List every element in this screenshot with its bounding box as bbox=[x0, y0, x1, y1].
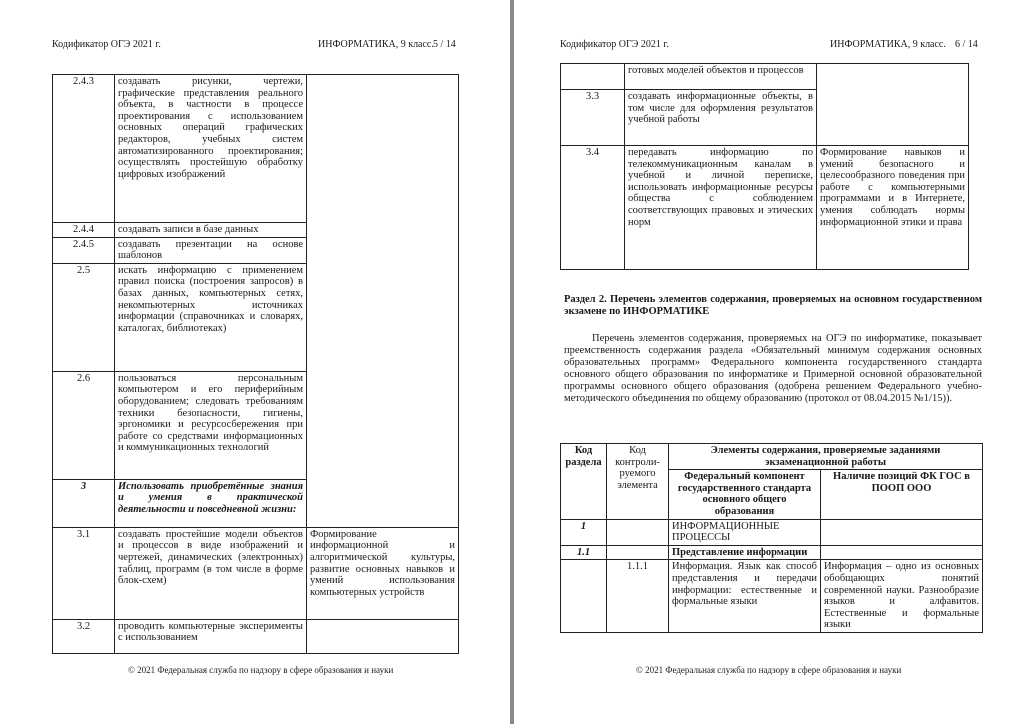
element-text: готовых моделей объектов и процессов bbox=[625, 64, 817, 90]
table-header-row bbox=[561, 444, 983, 470]
element-text: передавать информацию по телекоммуникационным каналам в учебной и личной переписке, использовать информационные ресурсы общества с соблюдением соответствующих правовых и этических норм bbox=[625, 146, 817, 270]
element-text: проводить компьютерные эксперименты с использованием bbox=[115, 619, 307, 653]
element-fk: Информация. Язык как способ представления и передачи информации: естественные и формальные языки bbox=[669, 560, 821, 633]
table-row bbox=[561, 519, 983, 545]
element-code: 3.4 bbox=[561, 146, 625, 270]
element-right bbox=[307, 75, 459, 528]
header-left: Кодификатор ОГЭ 2021 г. bbox=[52, 39, 161, 50]
element-poop: Информация – одно из основных обобщающих понятий современной науки. Разнообразие языков и алфавитов. Естественные и формальные языки bbox=[821, 560, 983, 633]
table-row bbox=[53, 619, 459, 653]
element-code: 2.5 bbox=[53, 263, 115, 371]
header-left: Кодификатор ОГЭ 2021 г. bbox=[560, 39, 669, 50]
element-right: Формирование навыков и умений безопасного и целесообразного поведения при работе с компьютерными программами и в Интернете, умения соблюдать нормы информационной этики и права bbox=[817, 146, 969, 270]
element-text: создавать простейшие модели объектов и процессов в виде изображений и чертежей, динамических (электронных) таблиц, программ (в том числе в форме блок-схем) bbox=[115, 527, 307, 619]
element-code: 3.3 bbox=[561, 90, 625, 146]
footer: © 2021 Федеральная служба по надзору в сфере образования и науки bbox=[636, 665, 902, 675]
footer: © 2021 Федеральная служба по надзору в сфере образования и науки bbox=[128, 665, 394, 675]
element-right: Формирование информационной и алгоритмической культуры, развитие основных навыков и умений использования компьютерных устройств bbox=[307, 527, 459, 619]
header-subject: ИНФОРМАТИКА, 9 класс. bbox=[830, 39, 946, 50]
element-code: 2.4.4 bbox=[53, 223, 115, 238]
table-row bbox=[53, 527, 459, 619]
element-code bbox=[607, 519, 669, 545]
intro-paragraph: Перечень элементов содержания, проверяемых на ОГЭ по информатике, показывает преемственность содержания раздела «Обязательный минимум содержания основных образовательных программ» Федерального компонента государственного стандарта основного общего образования по информатике и Примерной основной образовательной программы основного общего образования (одобрена решением Федерального учебно-методического объединения по общему образованию (протокол от 08.04.2015 №1/15)). bbox=[564, 333, 982, 404]
page-number: 6 / 14 bbox=[955, 39, 978, 50]
element-right bbox=[307, 619, 459, 653]
table-row bbox=[53, 75, 459, 223]
element-text: создавать презентации на основе шаблонов bbox=[115, 237, 307, 263]
section-code: 1.1 bbox=[561, 545, 607, 560]
element-text: искать информацию с применением правил поиска (построения запросов) в базах данных, компьютерных сетях, некомпьютерных источниках информации (справочниках и словарях, каталогах, библиотеках) bbox=[115, 263, 307, 371]
element-text: создавать записи в базе данных bbox=[115, 223, 307, 238]
element-text: пользоваться персональным компьютером и его периферийным оборудованием; следовать требованиям техники безопасности, гигиены, эргономики и ресурсосбережения при работе со средствами информационных и коммуникационных технологий bbox=[115, 371, 307, 479]
element-poop bbox=[821, 519, 983, 545]
header-element-code: Код контроли-руемого элемента bbox=[607, 444, 669, 520]
element-code: 3.1 bbox=[53, 527, 115, 619]
section-title: Раздел 2. Перечень элементов содержания, проверяемых на основном государственном экзамене по ИНФОРМАТИКЕ bbox=[564, 294, 982, 317]
element-text: создавать рисунки, чертежи, графические представления реального объекта, в частности в процессе проектирования с использованием основных операций графических редакторов, учебных систем автоматизированного проектирования; осуществлять простейшую обработку цифровых изображений bbox=[115, 75, 307, 223]
document-page-right bbox=[514, 0, 1024, 724]
page-number: 5 / 14 bbox=[433, 39, 456, 50]
table-row bbox=[561, 545, 983, 560]
element-code: 3.2 bbox=[53, 619, 115, 653]
element-code bbox=[561, 64, 625, 90]
element-fk: ИНФОРМАЦИОННЫЕ ПРОЦЕССЫ bbox=[669, 519, 821, 545]
element-code: 3 bbox=[53, 479, 115, 527]
header-section-code: Код раздела bbox=[561, 444, 607, 520]
element-code: 2.6 bbox=[53, 371, 115, 479]
header-content-group: Элементы содержания, проверяемые заданиями экзаменационной работы bbox=[669, 444, 983, 470]
element-fk: Представление информации bbox=[669, 545, 821, 560]
element-right bbox=[817, 64, 969, 146]
section-code: 1 bbox=[561, 519, 607, 545]
section-code bbox=[561, 560, 607, 633]
element-code bbox=[607, 545, 669, 560]
element-code: 2.4.5 bbox=[53, 237, 115, 263]
header-subject: ИНФОРМАТИКА, 9 класс. bbox=[318, 39, 434, 50]
table-row bbox=[561, 146, 969, 270]
header-fk-gos: Федеральный компонент государственного стандарта основного общего образования bbox=[669, 470, 821, 519]
document-page-left bbox=[0, 0, 510, 724]
table-row bbox=[561, 560, 983, 633]
element-poop bbox=[821, 545, 983, 560]
element-code: 2.4.3 bbox=[53, 75, 115, 223]
content-elements-table bbox=[560, 443, 983, 633]
header-poop: Наличие позиций ФК ГОС в ПООП ООО bbox=[821, 470, 983, 519]
codifier-table-continued bbox=[560, 63, 969, 270]
element-text: создавать информационные объекты, в том числе для оформления результатов учебной работы bbox=[625, 90, 817, 146]
element-code: 1.1.1 bbox=[607, 560, 669, 633]
codifier-table bbox=[52, 74, 459, 654]
table-row bbox=[561, 64, 969, 90]
element-text: Использовать приобретённые знания и умения в практической деятельности и повседневной жизни: bbox=[115, 479, 307, 527]
